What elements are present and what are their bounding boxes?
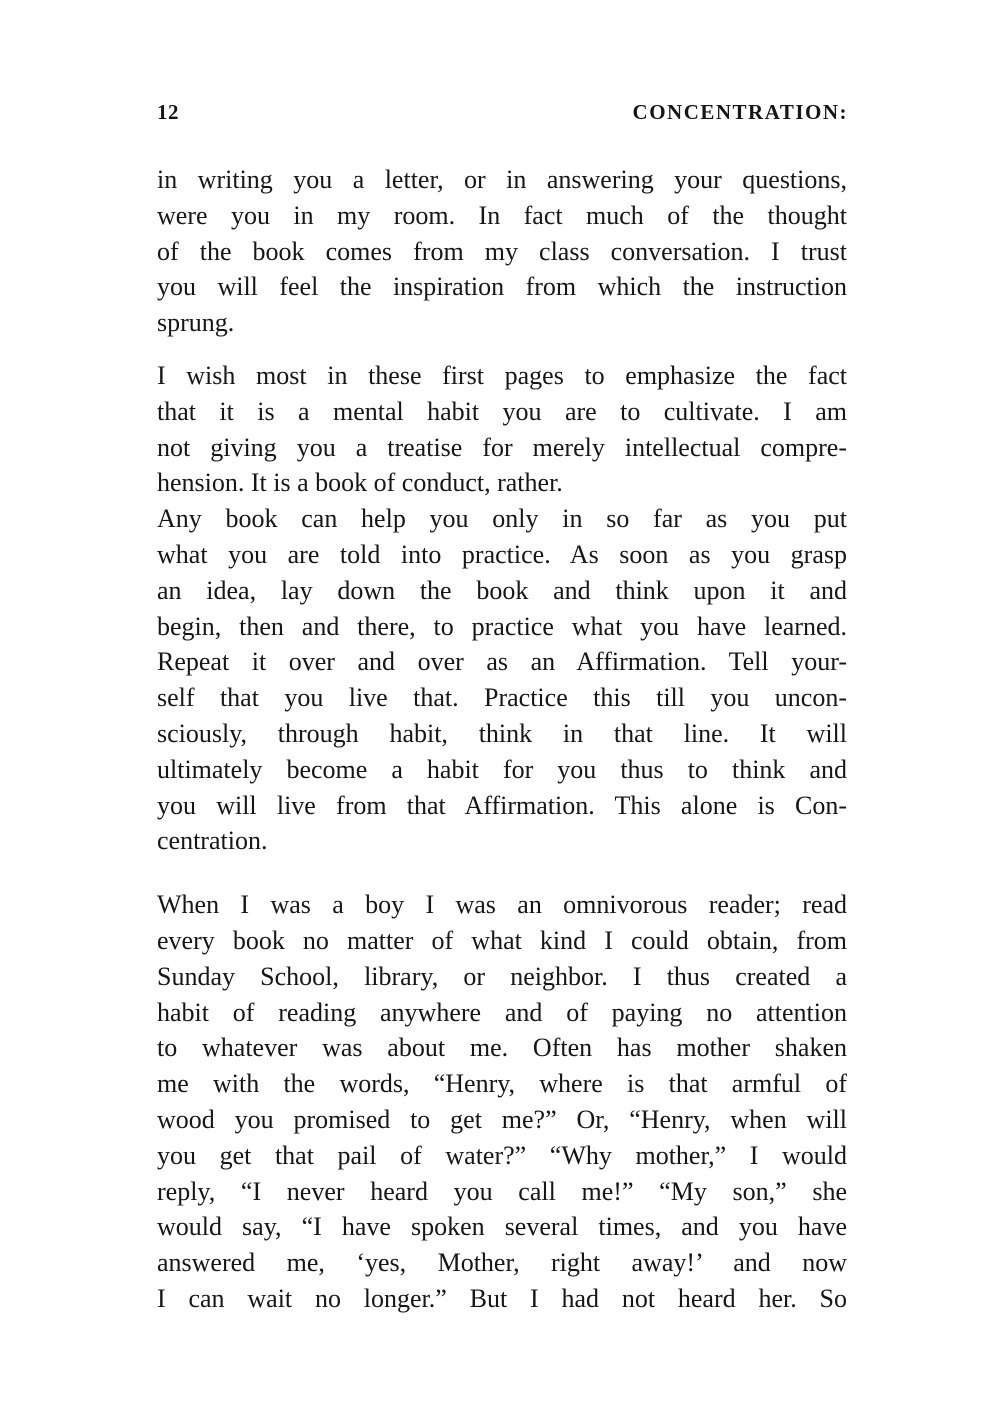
text-line: wood you promised to get me?” Or, “Henry, when will bbox=[157, 1104, 847, 1134]
text-line: ultimately become a habit for you thus to think and bbox=[157, 754, 847, 784]
text-line: not giving you a treatise for merely intellectual compre- bbox=[157, 432, 847, 462]
text-line: you will feel the inspiration from which the instruction bbox=[157, 272, 847, 302]
text-line: were you in my room. In fact much of the thought bbox=[157, 200, 847, 230]
text-line: of the book comes from my class conversation. I trust bbox=[157, 236, 847, 266]
text-line: would say, “I have spoken several times, and you have bbox=[157, 1212, 847, 1242]
text-line: to whatever was about me. Often has mother shaken bbox=[157, 1033, 847, 1063]
text-line: I can wait no longer.” But I had not heard her. So bbox=[157, 1283, 847, 1313]
text-line: answered me, ‘yes, Mother, right away!’ and now bbox=[157, 1248, 847, 1278]
text-line: every book no matter of what kind I could obtain, from bbox=[157, 925, 847, 955]
text-line: you will live from that Affirmation. This alone is Con- bbox=[157, 790, 847, 820]
text-line: an idea, lay down the book and think upon it and bbox=[157, 575, 847, 605]
text-line: Sunday School, library, or neighbor. I thus created a bbox=[157, 961, 847, 991]
text-line: centration. bbox=[157, 826, 268, 856]
text-line: in writing you a letter, or in answering your questions, bbox=[157, 165, 847, 194]
body-text bbox=[157, 162, 847, 1317]
text-line: Any book can help you only in so far as you put bbox=[157, 504, 847, 534]
paragraph bbox=[157, 162, 847, 341]
text-line: what you are told into practice. As soon as you grasp bbox=[157, 539, 847, 569]
text-line: When I was a boy I was an omnivorous reader; read bbox=[157, 890, 847, 920]
text-line: sciously, through habit, think in that line. It will bbox=[157, 718, 847, 748]
text-line: habit of reading anywhere and of paying no attention bbox=[157, 997, 847, 1027]
text-line: reply, “I never heard you call me!” “My son,” she bbox=[157, 1176, 847, 1206]
text-line: I wish most in these first pages to emphasize the fact bbox=[157, 360, 847, 390]
page-number: 12 bbox=[157, 100, 179, 124]
text-line: hension. It is a book of conduct, rather. bbox=[157, 468, 563, 498]
paragraph bbox=[157, 358, 847, 501]
text-line: that it is a mental habit you are to cultivate. I am bbox=[157, 396, 847, 426]
text-line: begin, then and there, to practice what you have learned. bbox=[157, 611, 847, 641]
paragraph bbox=[157, 887, 847, 1317]
paragraph bbox=[157, 501, 847, 859]
text-line: self that you live that. Practice this till you uncon- bbox=[157, 683, 847, 713]
text-line: sprung. bbox=[157, 308, 235, 338]
running-head: CONCENTRATION: bbox=[632, 100, 848, 124]
text-line: you get that pail of water?” “Why mother,” I would bbox=[157, 1140, 847, 1170]
text-line: Repeat it over and over as an Affirmation. Tell your- bbox=[157, 647, 847, 677]
text-line: me with the words, “Henry, where is that armful of bbox=[157, 1069, 847, 1099]
